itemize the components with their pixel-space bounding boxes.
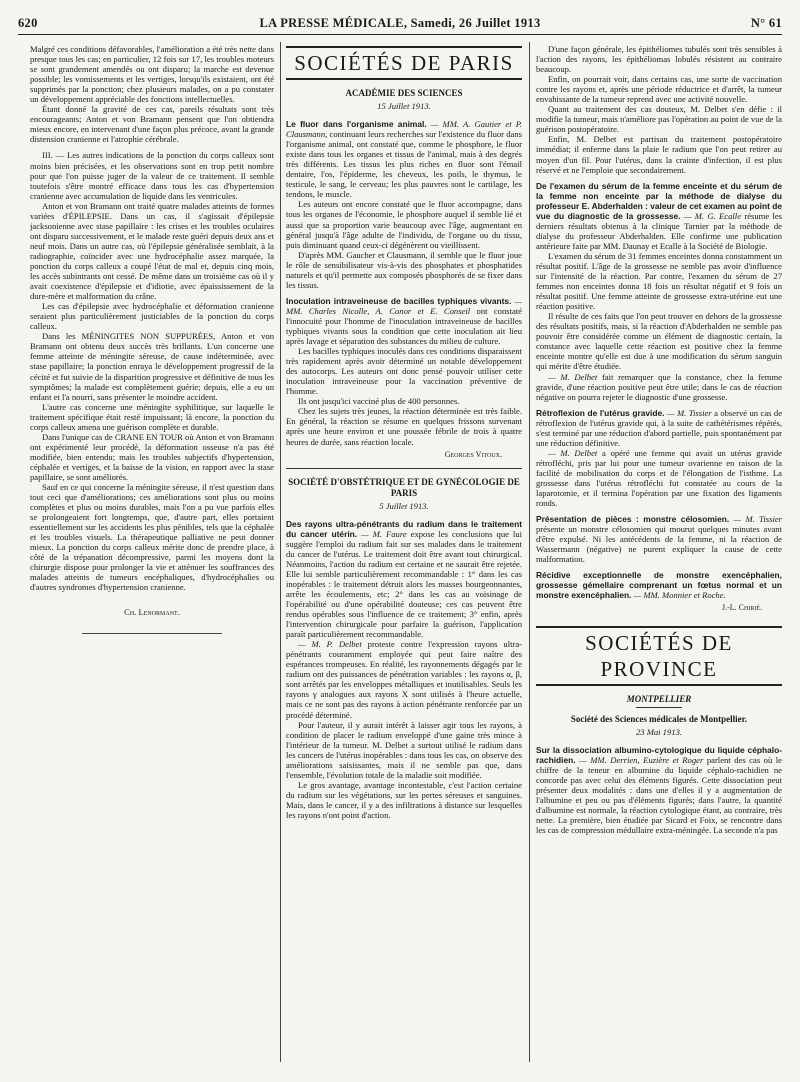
page-header <box>18 16 782 35</box>
session-date: 5 Juillet 1913. <box>379 500 429 511</box>
author-signature: Ch. Lenormant. <box>124 606 180 617</box>
article-title: Sur la dissociation albumino-cytologique du liquide céphalo-rachidien. <box>536 744 782 765</box>
session-date: 23 Mai 1913. <box>635 726 683 737</box>
article-title: De l'examen du sérum de la femme enceinte et du sérum de la femme non enceinte par la méthode de dialyse du professeur E. Abderhalden : valeur de cet examen au point de vue du diagnostic de la grossesse. <box>536 180 782 221</box>
article-authors: — MM. A. Gautier et P. Clausmann, <box>286 119 522 140</box>
article-text: présente un monstre célosomien qui mourut quelques minutes avant d'être expulsé. Ni les antécédents de la femme, ni la réaction de Wassermann (négative) ne purent expliquer la cause de cette malformation. <box>536 524 782 565</box>
paragraph: L'autre cas concerne une méningite syphilitique, sur laquelle le traitement spécifique était resté impuissant; là encore, la ponction du corps calleux amena une guérison complète et durable. <box>30 401 274 432</box>
heading-rule <box>636 707 682 708</box>
article-title: Rétroflexion de l'utérus gravide. <box>536 407 665 418</box>
article-text: expose les conclusions que lui suggère l'emploi du radium fait sur ses malades dans le traitement du cancer de l'utérus. Le traitement doit être avant tout chirurgical. Néanmoins, l'action du radium est certaine et ne saurait être rejetée. Elle lui semble particulièrement recommandable : 1° dans les cas inopérables : le traitement détruit alors les masses bourgeonnantes, arrête les écoulements, etc; 2° dans les cas au voisinage de l'opérabilité ou d'une opérabilité douteuse; ces cas peuvent être rendus opérables sous l'influence de ce traitement; 3° enfin, après l'intervention chirurgicale pour parfaire la guérison, l'application paraît particulièrement recommandable. <box>286 528 522 640</box>
article-title: Inoculation intraveineuse de bacilles typhiques vivants. <box>286 295 512 306</box>
article-authors: — MM. Monnier et Roche. <box>633 590 726 601</box>
article-authors: — M. Delbet <box>548 447 598 458</box>
paragraph: Il résulte de ces faits que l'on peut trouver en dehors de la grossesse des résultats positifs, mais, si la réaction d'Abderhalden ne semble pas pouvoir être considérée comme un élément de diagnostic certain, la constance avec laquelle cette réaction est positive chez la femme enceinte montre qu'elle est due à une modification du sérum sanguin qui mérite d'être étudiée. <box>536 311 782 372</box>
article-text: fait remarquer que la constance, chez la femme gravide, d'une réaction positive peut être utile; dans le cas de réaction négative on pourra rejeter le diagnostic d'une grossesse. <box>536 371 782 402</box>
paragraph: Dans l'unique cas de CRANE EN TOUR où Anton et von Bramann ont expérimenté leur procédé, la déformation osseuse n'a pas été modifiée, bien entendu; mais les troubles subjectifs d'hypertension, céphalée et vertiges, et la baisse de la vision, en rapport avec la stase papillaire, se sont améliorés. <box>30 431 274 482</box>
article-authors: — M. Tissier <box>666 407 712 418</box>
paragraph: L'examen du sérum de 31 femmes enceintes donna constamment un résultat positif. L'âge de la grossesse ne semble pas avoir d'influence sur l'intensité de la réaction. Par contre, l'examen du sérum de 27 femmes non enceintes donna 18 fois un résultat négatif et 9 fois un résultat positif. Une femme atteinte de grossesse extra-utérine eut une réaction positive. <box>536 250 782 312</box>
paragraph: Chez les sujets très jeunes, la réaction déterminée est très faible. En général, la réaction se résume en quelques frissons survenant après une heure environ et une poussée fébrile de trois à quatre heures de durée, sans réaction locale. <box>286 406 522 447</box>
paragraph: Étant donné la gravité de ces cas, pareils résultats sont très encourageants; Anton et von Bramann pensent que l'on obtiendra mieux encore, en intervenant d'une façon plus précoce, avant la grande distension cranienne et l'atrophie cérébrale. <box>30 104 274 145</box>
paragraph: Les bacilles typhiques inoculés dans ces conditions disparaissent très rapidement après avoir déterminé un notable développement des autocorps. Les auteurs ont donc pensé pouvoir utiliser cette inoculation intraveineuse pour la vaccination préventive de l'homme. <box>286 346 522 397</box>
paragraph: Enfin, M. Delbet est partisan du traitement postopératoire immédiat; il enferme dans la plaie le radium que l'on peut retirer au moyen d'un fil. Pour l'utérus, dans la crainte d'infection, il est plus réservé et ne l'emploie que secondairement. <box>536 134 782 175</box>
article-title: Des rayons ultra-pénétrants du radium dans le traitement du cancer utérin. <box>286 518 522 539</box>
article-title: Présentation de pièces : monstre célosomien. <box>536 514 730 525</box>
paragraph: Les auteurs ont encore constaté que le fluor accompagne, dans tous les organes de l'économie, le phosphore auquel il semble lié et aussi que sa proportion varie beaucoup avec l'âge, augmentant en général jusqu'à l'âge adulte de l'individu, de l'organe ou du tissu, puis diminuant quand ceux-ci dégénèrent ou vieillissent. <box>286 199 522 250</box>
author-signature: Georges Vitoux. <box>444 449 502 459</box>
paragraph: Quant au traitement des cas douteux, M. Delbet s'en défie : il modifie la tumeur, mais n'améliore pas l'opération au point de vue de la guérison postopératoire. <box>536 104 782 135</box>
article-authors: — M. Delbet <box>548 371 598 382</box>
article-title: Récidive exceptionnelle de monstre exencéphalien, grossesse gémellaire comprenant un fœtus normal et un monstre exencéphalien. <box>536 570 782 601</box>
paragraph: Le gros avantage, avantage incontestable, c'est l'action certaine du radium sur les végétations, sur les pertes séreuses et sanguines. Mais, dans le cancer, il y a des infiltrations à distance sur lesquelles les rayons n'ont point d'action. <box>286 779 522 820</box>
paragraph: D'une façon générale, les épithéliomes tubulés sont très sensibles à l'action des rayons, les épithéliomas lobulés résistent au contraire beaucoup. <box>536 44 782 75</box>
article-text: a opéré une femme qui avait un utérus gravide rétrofléchi, pris par lui pour une tumeur ovarienne en raison de la facilité de mobilisation du corps et de l'élongation de l'isthme. La grossesse dans l'utérus rétrofléchi fut constatée au cours de la laparotomie, et il termina l'opération par une fixation des ligaments ronds. <box>536 447 782 509</box>
paragraph: Les cas d'épilepsie avec hydrocéphalie et déformation cranienne seraient plus particulièrement justiciables de la ponction du corps calleux. <box>30 301 274 332</box>
paragraph: Malgré ces conditions défavorables, l'amélioration a été très nette dans presque tous les cas; en particulier, 12 fois sur 17, les troubles moteurs se sont grandement amendés ou ont disparu; la marche est devenue possible; les vomissements et les vertiges, lorsqu'ils existaient, ont été supprimés par la ponction; chez plusieurs malades, on a pu constater un développement appréciable des fonctions intellectuelles. <box>30 44 274 105</box>
article-text: parlent des cas où le chiffre de la teneur en albumine du liquide céphalo-rachidien ne concorde pas avec celui des éléments figurés. Cette dissociation peut présenter deux modalités : dans une d'elles il y a augmentation de l'albumine et peu ou pas d'éléments figurés; dans l'autre, la quantité d'albumine est normale, la réaction cytologique étant, au contraire, très nette. La première, bien étudiée par Sicard et Foix, se rencontre dans les cas de compression médullaire extra-méningée. La seconde n'a pas <box>536 754 782 835</box>
article-authors: — M. P. Delbet <box>298 639 362 650</box>
article-text: ont constaté l'innocuité pour l'homme de l'inoculation intraveineuse de bacilles typhiques vivants sous la condition que cette inoculation ait lieu après lavage et séparation des substances du milieu de culture. <box>286 305 522 347</box>
academy-heading: ACADÉMIE DES SCIENCES <box>345 88 463 98</box>
section-rule <box>286 468 522 469</box>
paragraph: Pour l'auteur, il y aurait intérêt à laisser agir tous les rayons, à condition de placer le radium enveloppé d'une gaine très mince à l'intérieur de la tumeur. M. Delbet a surtout utilisé le radium dans les cancers de l'utérus inopérables : dans tous les cas, on observe des améliorations saisissantes, mais il ne semble pas que, dans l'ensemble, l'évolution totale de la maladie soit modifiée. <box>286 719 522 780</box>
session-date: 15 Juillet 1913. <box>377 101 431 111</box>
article-text: proteste contre l'expression rayons ultra-pénétrants couramment employée qui peut faire naître des espérances trompeuses. En réalité, les rayonnements dégagés par le radium ont des puissances de pénétration variables : les rayons α, β, sont arrêtés par les enveloppes métalliques et inutilisables. Seuls les rayons γ analogues aux rayons X sont utilisés à l'heure actuelle, mais ce ne sont pas des rayons à action pénétrante renforcée par un procédé déterminé. <box>286 639 522 720</box>
article-authors: — M. Faure <box>361 528 407 539</box>
article-authors: — MM. Charles Nicolle, A. Conor et E. Conseil <box>286 295 522 316</box>
paragraph: Dans les MÉNINGITES NON SUPPURÉES, Anton et von Bramann ont obtenu deux succès très brillants. L'un concerne une femme atteinte de méningite séreuse, de cause indéterminée, avec stase papillaire; la ponction enraya le développement progressif de la cécité et fut suivie de la disparition progressive et définitive de tous les symptômes; la malade est complètement guérie; depuis, elle a eu un enfant et l'a nourri, sans présenter le moindre accident. <box>30 331 274 402</box>
column-divider <box>529 42 530 1062</box>
column-middle <box>286 44 522 1074</box>
end-rule <box>82 633 222 634</box>
journal-title: LA PRESSE MÉDICALE, Samedi, 26 Juillet 1913 <box>259 16 541 30</box>
paragraph: Enfin, on pourrait voir, dans certains cas, une sorte de vaccination contre les rayons et, après une période réductrice et d'arrêt, la tumeur envahissante de la tumeur reprend avec une activité nouvelle. <box>536 74 782 105</box>
column-right <box>536 44 782 1074</box>
article-text: continuant leurs recherches sur l'existence du fluor dans l'organisme animal, ont constaté que, comme le phosphore, le fluor existe dans tous les organes et tissus de l'animal, mais à des degrés très différents. Les tissus les plus riches en fluor sont l'émail dentaire, l'os, l'épiderme, les cheveux, les poils, le thymus, le testicule, le sang, le cerveau; les plus pauvres sont le cartilage, les tendons, le muscle. <box>286 129 522 200</box>
society-heading: Société des Sciences médicales de Montpellier. <box>570 713 748 724</box>
column-left <box>30 44 274 1074</box>
section-banner-paris: SOCIÉTÉS DE PARIS <box>286 46 522 80</box>
obstetric-society-heading: SOCIÉTÉ D'OBSTÉTRIQUE ET DE GYNÉCOLOGIE DE PARIS <box>288 476 520 498</box>
issue-number: N° 61 <box>750 16 782 30</box>
paragraph: Sauf en ce qui concerne la méningite séreuse, il n'est question dans tout ceci que d'améliorations; ces améliorations sont plus ou moins complètes et plus ou moins durables, mais l'on a pu vue parfois elles se prolongeaient fort longtemps, que, d'autre part, elles portaient essentiellement sur les accidents les plus pénibles, tels que la céphalée et les troubles visuels. La thérapeutique palliative ne peut donner mieux. La ponction du corps calleux mérite donc de prendre place, à côté de la trépanation décompressive, parmi les moyens dont la chirurgie dispose pour prolonger la vie et atténuer les souffrances des malades atteints de tumeurs encéphaliques, d'hydrocéphalies ou d'autres syndromes d'hypertension cranienne. <box>30 482 274 593</box>
article-authors: — MM. Derrien, Euzière et Roger <box>579 754 704 765</box>
paragraph: D'après MM. Gaucher et Clausmann, il semble que le fluor joue le rôle de sensibilisateur vis-à-vis des phosphates et phosphatides naturels et qu'il permette aux composés phosphorés de se fixer dans les tissus. <box>286 249 522 290</box>
paragraph: Anton et von Bramann ont traité quatre malades atteints de formes variées d'ÉPILEPSIE. Dans un cas, il s'agissait d'épilepsie jacksonienne avec stase papillaire : les crises et les troubles oculaires ont disparu successivement, et le malade reste guéri depuis deux ans et neuf mois. Dans un autre cas, où l'épilepsie généralisée semblait, à la radiographie, coïncider avec une hydrocéphalie assez marquée, la ponction du corps calleux a coupé l'état de mal et, depuis cinq mois, les accès subintrants ont cessé. De même dans un troisième cas où il y avait coexistence d'épilepsie et d'idiotie, avec épaississement de la dure-mère et malformation du crâne. <box>30 200 274 302</box>
paragraph: III. — Les autres indications de la ponction du corps calleux sont moins bien précisées, et les observations sont en trop petit nombre pour que l'on puisse juger de la valeur de ce traitement. Il semble toutefois s'être montré efficace dans tous les cas d'hypertension cranienne avec accumulation de liquide dans les ventricules. <box>30 150 274 201</box>
city-heading: MONTPELLIER <box>626 693 692 704</box>
article-text: a observé un cas de rétroflexion de l'utérus gravide qui, à la suite de cathétérismes répétés, s'est terminé par une réduction d'abord partielle, puis spontanément par une réduction définitive. <box>536 407 782 448</box>
article-text: résume les derniers résultats obtenus à la clinique Tarnier par la méthode de dialyse du professeur Abderhalden. Elle confirme une publication antérieure faite par MM. Daunay et Ecalle à la Société de Biologie. <box>536 210 782 251</box>
paragraph: Ils ont jusqu'ici vacciné plus de 400 personnes. <box>298 396 460 407</box>
author-signature: J.-L. Chirié. <box>722 603 762 613</box>
section-banner-province: SOCIÉTÉS DE PROVINCE <box>536 626 782 686</box>
column-divider <box>280 42 281 1062</box>
article-authors: — M. G. Ecalle <box>683 210 742 221</box>
page-number: 620 <box>18 16 38 30</box>
article-authors: — M. Tissier <box>733 514 782 525</box>
article-title: Le fluor dans l'organisme animal. <box>286 119 427 130</box>
